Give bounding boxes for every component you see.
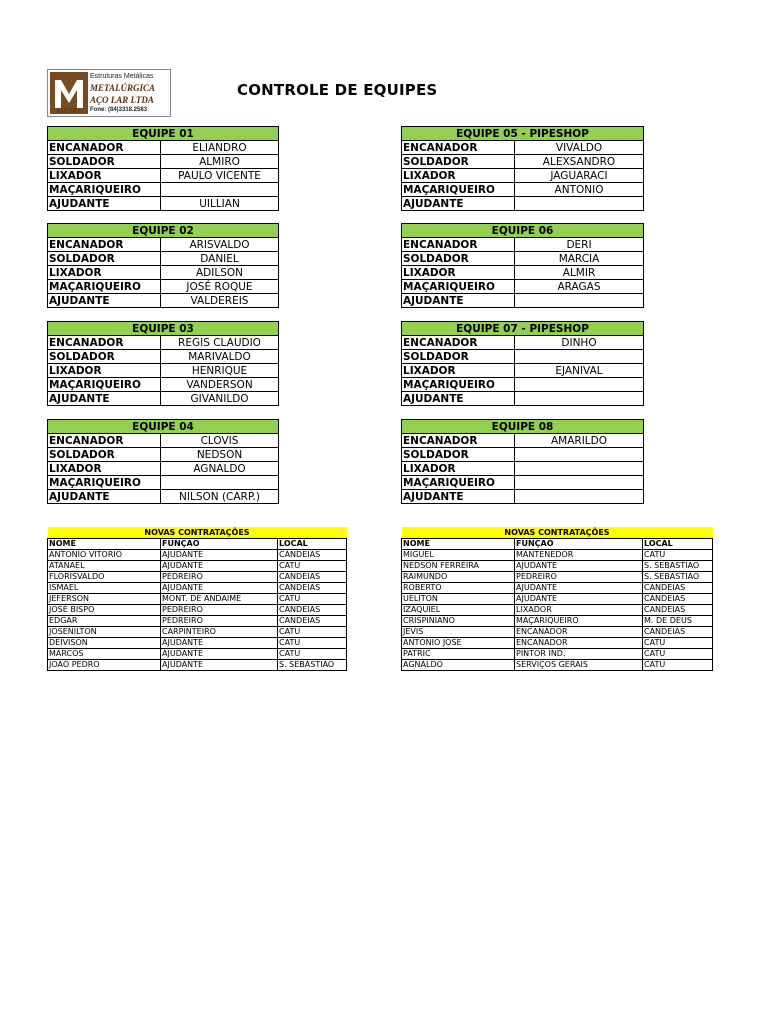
hire-function: PEDREIRO [161, 572, 278, 583]
team-role: MAÇARIQUEIRO [48, 378, 161, 392]
team-member-name: VIVALDO [515, 141, 644, 155]
hire-name: FLORISVALDO [48, 572, 161, 583]
hire-name: JEVIS [402, 627, 515, 638]
team-title: EQUIPE 05 - PIPESHOP [402, 127, 644, 141]
hire-function: MANTENEDOR [515, 550, 643, 561]
hire-function: AJUDANTE [515, 594, 643, 605]
table-row [402, 550, 713, 561]
team-title: EQUIPE 03 [48, 322, 279, 336]
team-table [401, 321, 644, 406]
hire-function: ENCANADOR [515, 627, 643, 638]
team-row [402, 336, 644, 350]
team-row [402, 434, 644, 448]
table-row [402, 605, 713, 616]
team-role: LIXADOR [402, 364, 515, 378]
hire-name: PATRIC [402, 649, 515, 660]
hire-location: S. SEBASTIAO [643, 572, 713, 583]
team-member-name: ARISVALDO [161, 238, 279, 252]
team-title: EQUIPE 02 [48, 224, 279, 238]
hire-function: PINTOR IND. [515, 649, 643, 660]
hire-location: S. SEBASTIAO [278, 660, 347, 671]
team-member-name [515, 462, 644, 476]
team-row [402, 197, 644, 211]
hire-location: CATU [278, 561, 347, 572]
hire-location: CATU [643, 660, 713, 671]
team-table [47, 321, 279, 406]
hire-function: CARPINTEIRO [161, 627, 278, 638]
team-role: ENCANADOR [402, 336, 515, 350]
team-role: ENCANADOR [48, 238, 161, 252]
page-title: CONTROLE DE EQUIPES [237, 81, 438, 99]
logo-line-3: AÇO LAR LTDA [90, 95, 154, 105]
team-role: ENCANADOR [48, 141, 161, 155]
team-row [48, 476, 279, 490]
team-row [48, 252, 279, 266]
hire-function: MONT. DE ANDAIME [161, 594, 278, 605]
hire-function: AJUDANTE [161, 649, 278, 660]
team-row [48, 169, 279, 183]
new-hires-table [47, 527, 347, 671]
team-member-name [515, 294, 644, 308]
team-title: EQUIPE 06 [402, 224, 644, 238]
hire-name: UELITON [402, 594, 515, 605]
team-table [47, 419, 279, 504]
table-row [48, 660, 347, 671]
team-member-name [161, 476, 279, 490]
company-logo [47, 69, 171, 117]
team-member-name: ALEXSANDRO [515, 155, 644, 169]
team-row [48, 155, 279, 169]
team-row [48, 141, 279, 155]
team-row [48, 266, 279, 280]
team-role: MAÇARIQUEIRO [402, 378, 515, 392]
team-title: EQUIPE 04 [48, 420, 279, 434]
team-header-row [48, 224, 279, 238]
team-member-name [515, 490, 644, 504]
hire-name: ROBERTO [402, 583, 515, 594]
team-member-name: MARCIA [515, 252, 644, 266]
team-role: MAÇARIQUEIRO [402, 280, 515, 294]
team-role: MAÇARIQUEIRO [402, 476, 515, 490]
team-row [402, 350, 644, 364]
team-row [402, 155, 644, 169]
table-row [48, 616, 347, 627]
team-member-name: AGNALDO [161, 462, 279, 476]
team-role: LIXADOR [48, 169, 161, 183]
hire-location: CATU [278, 627, 347, 638]
team-row [402, 364, 644, 378]
team-member-name: ALMIR [515, 266, 644, 280]
team-table [401, 419, 644, 504]
hire-name: JOAO PEDRO [48, 660, 161, 671]
hire-location: CATU [278, 594, 347, 605]
hire-function: ENCANADOR [515, 638, 643, 649]
team-member-name [515, 476, 644, 490]
team-row [402, 280, 644, 294]
table-row [48, 638, 347, 649]
hire-location: CATU [278, 638, 347, 649]
team-row [48, 238, 279, 252]
hire-name: DEIVISON [48, 638, 161, 649]
team-member-name: JAGUARACI [515, 169, 644, 183]
hire-function: AJUDANTE [515, 561, 643, 572]
team-role: SOLDADOR [402, 252, 515, 266]
team-role: AJUDANTE [48, 392, 161, 406]
team-role: SOLDADOR [48, 350, 161, 364]
team-row [402, 294, 644, 308]
new-hires-column-header-row [48, 539, 347, 550]
team-row [48, 350, 279, 364]
team-role: AJUDANTE [48, 490, 161, 504]
table-row [402, 616, 713, 627]
hire-location: CANDEIAS [278, 550, 347, 561]
table-row [48, 649, 347, 660]
team-member-name: VALDEREIS [161, 294, 279, 308]
team-role: LIXADOR [48, 462, 161, 476]
team-member-name: NILSON (CARP.) [161, 490, 279, 504]
team-role: LIXADOR [402, 462, 515, 476]
team-role: ENCANADOR [48, 336, 161, 350]
hire-location: S. SEBASTIAO [643, 561, 713, 572]
team-row [402, 183, 644, 197]
team-row [402, 252, 644, 266]
column-header: LOCAL [643, 539, 713, 550]
hire-name: JEFERSON [48, 594, 161, 605]
team-member-name: NEDSON [161, 448, 279, 462]
team-member-name: AMARILDO [515, 434, 644, 448]
logo-line-1: Estruturas Metálicas [90, 73, 154, 80]
team-role: LIXADOR [402, 266, 515, 280]
team-role: LIXADOR [48, 266, 161, 280]
team-member-name: ELIANDRO [161, 141, 279, 155]
hire-name: MIGUEL [402, 550, 515, 561]
team-row [402, 266, 644, 280]
team-member-name: EJANIVAL [515, 364, 644, 378]
hire-name: MARCOS [48, 649, 161, 660]
column-header: NOME [48, 539, 161, 550]
table-row [402, 583, 713, 594]
team-member-name: UILLIAN [161, 197, 279, 211]
team-role: AJUDANTE [402, 197, 515, 211]
team-header-row [402, 224, 644, 238]
team-role: ENCANADOR [402, 434, 515, 448]
hire-name: CRISPINIANO [402, 616, 515, 627]
team-member-name [515, 197, 644, 211]
team-member-name: JOSÉ ROQUE [161, 280, 279, 294]
table-row [402, 649, 713, 660]
hire-location: CANDEIAS [278, 616, 347, 627]
team-row [48, 490, 279, 504]
team-member-name: PAULO VICENTE [161, 169, 279, 183]
hire-name: ISMAEL [48, 583, 161, 594]
table-row [402, 638, 713, 649]
hire-location: CANDEIAS [643, 605, 713, 616]
team-row [402, 378, 644, 392]
column-header: FUNÇAO [161, 539, 278, 550]
table-row [402, 627, 713, 638]
team-header-row [402, 322, 644, 336]
team-member-name: GIVANILDO [161, 392, 279, 406]
table-row [48, 561, 347, 572]
hire-function: AJUDANTE [161, 583, 278, 594]
team-row [48, 434, 279, 448]
team-table [47, 126, 279, 211]
new-hires-title: NOVAS CONTRATAÇÕES [402, 527, 713, 539]
team-role: LIXADOR [48, 364, 161, 378]
new-hires-title: NOVAS CONTRATAÇÕES [48, 527, 347, 539]
hire-function: MAÇARIQUEIRO [515, 616, 643, 627]
hire-name: JOSE BISPO [48, 605, 161, 616]
team-row [402, 169, 644, 183]
team-row [402, 490, 644, 504]
team-row [402, 462, 644, 476]
team-member-name: REGIS CLAUDIO [161, 336, 279, 350]
hire-location: CATU [643, 638, 713, 649]
team-member-name [515, 392, 644, 406]
hire-function: AJUDANTE [161, 550, 278, 561]
table-row [402, 594, 713, 605]
team-row [48, 294, 279, 308]
hire-function: LIXADOR [515, 605, 643, 616]
logo-line-4: Fone: (84)3318.2583 [90, 107, 148, 113]
team-role: MAÇARIQUEIRO [48, 280, 161, 294]
team-member-name: ARAGAS [515, 280, 644, 294]
hire-name: IZAQUIEL [402, 605, 515, 616]
hire-name: ANTONIO VITORIO [48, 550, 161, 561]
team-header-row [402, 127, 644, 141]
team-header-row [48, 420, 279, 434]
team-role: AJUDANTE [402, 392, 515, 406]
new-hires-column-header-row [402, 539, 713, 550]
team-table [401, 126, 644, 211]
team-row [48, 197, 279, 211]
team-member-name: VANDERSON [161, 378, 279, 392]
team-role: SOLDADOR [48, 448, 161, 462]
team-member-name [515, 378, 644, 392]
hire-name: ATANAEL [48, 561, 161, 572]
team-row [48, 378, 279, 392]
team-title: EQUIPE 01 [48, 127, 279, 141]
new-hires-title-row [402, 527, 713, 539]
team-member-name: DERI [515, 238, 644, 252]
team-row [48, 462, 279, 476]
team-row [402, 238, 644, 252]
hire-location: CATU [278, 649, 347, 660]
team-header-row [402, 420, 644, 434]
team-member-name [515, 350, 644, 364]
hire-name: NEDSON FERREIRA [402, 561, 515, 572]
team-member-name: ALMIRO [161, 155, 279, 169]
team-role: SOLDADOR [402, 155, 515, 169]
team-role: AJUDANTE [48, 197, 161, 211]
table-row [402, 660, 713, 671]
table-row [402, 572, 713, 583]
hire-function: PEDREIRO [161, 605, 278, 616]
team-member-name: HENRIQUE [161, 364, 279, 378]
hire-function: SERVIÇOS GERAIS [515, 660, 643, 671]
hire-location: CANDEIAS [278, 572, 347, 583]
table-row [48, 572, 347, 583]
table-row [48, 627, 347, 638]
table-row [48, 583, 347, 594]
column-header: NOME [402, 539, 515, 550]
team-row [402, 141, 644, 155]
team-header-row [48, 322, 279, 336]
hire-function: AJUDANTE [161, 561, 278, 572]
team-role: SOLDADOR [402, 350, 515, 364]
hire-location: CANDEIAS [643, 583, 713, 594]
hire-function: AJUDANTE [161, 660, 278, 671]
hire-name: ANTONIO JOSE [402, 638, 515, 649]
team-role: LIXADOR [402, 169, 515, 183]
team-row [48, 392, 279, 406]
hire-location: CATU [643, 550, 713, 561]
team-member-name: ADILSON [161, 266, 279, 280]
table-row [48, 550, 347, 561]
team-role: MAÇARIQUEIRO [48, 476, 161, 490]
table-row [48, 605, 347, 616]
column-header: LOCAL [278, 539, 347, 550]
team-member-name: ANTONIO [515, 183, 644, 197]
table-row [402, 561, 713, 572]
hire-function: PEDREIRO [161, 616, 278, 627]
hire-location: CANDEIAS [278, 605, 347, 616]
hire-name: JOSENILTON [48, 627, 161, 638]
logo-line-2: METALÚRGICA [90, 83, 156, 93]
team-role: AJUDANTE [402, 490, 515, 504]
team-role: SOLDADOR [48, 155, 161, 169]
team-member-name [515, 448, 644, 462]
hire-location: CANDEIAS [643, 627, 713, 638]
table-row [48, 594, 347, 605]
team-role: SOLDADOR [402, 448, 515, 462]
team-member-name: DANIEL [161, 252, 279, 266]
team-title: EQUIPE 08 [402, 420, 644, 434]
hire-name: EDGAR [48, 616, 161, 627]
team-role: MAÇARIQUEIRO [48, 183, 161, 197]
hire-name: AGNALDO [402, 660, 515, 671]
team-role: AJUDANTE [402, 294, 515, 308]
team-row [48, 364, 279, 378]
team-role: ENCANADOR [402, 141, 515, 155]
new-hires-title-row [48, 527, 347, 539]
team-member-name [161, 183, 279, 197]
new-hires-table [401, 527, 713, 671]
hire-function: AJUDANTE [161, 638, 278, 649]
logo-brand: METAL [56, 107, 82, 115]
hire-location: CANDEIAS [278, 583, 347, 594]
hire-name: RAIMUNDO [402, 572, 515, 583]
team-title: EQUIPE 07 - PIPESHOP [402, 322, 644, 336]
team-role: ENCANADOR [48, 434, 161, 448]
team-row [48, 336, 279, 350]
hire-function: AJUDANTE [515, 583, 643, 594]
team-row [402, 448, 644, 462]
hire-location: CANDEIAS [643, 594, 713, 605]
team-row [48, 448, 279, 462]
team-role: AJUDANTE [48, 294, 161, 308]
team-role: MAÇARIQUEIRO [402, 183, 515, 197]
team-header-row [48, 127, 279, 141]
column-header: FUNÇAO [515, 539, 643, 550]
team-member-name: DINHO [515, 336, 644, 350]
team-role: ENCANADOR [402, 238, 515, 252]
hire-location: CATU [643, 649, 713, 660]
team-table [47, 223, 279, 308]
team-row [48, 280, 279, 294]
hire-function: PEDREIRO [515, 572, 643, 583]
team-table [401, 223, 644, 308]
team-role: SOLDADOR [48, 252, 161, 266]
team-row [402, 476, 644, 490]
team-row [402, 392, 644, 406]
hire-location: M. DE DEUS [643, 616, 713, 627]
team-member-name: CLOVIS [161, 434, 279, 448]
team-row [48, 183, 279, 197]
team-member-name: MARIVALDO [161, 350, 279, 364]
